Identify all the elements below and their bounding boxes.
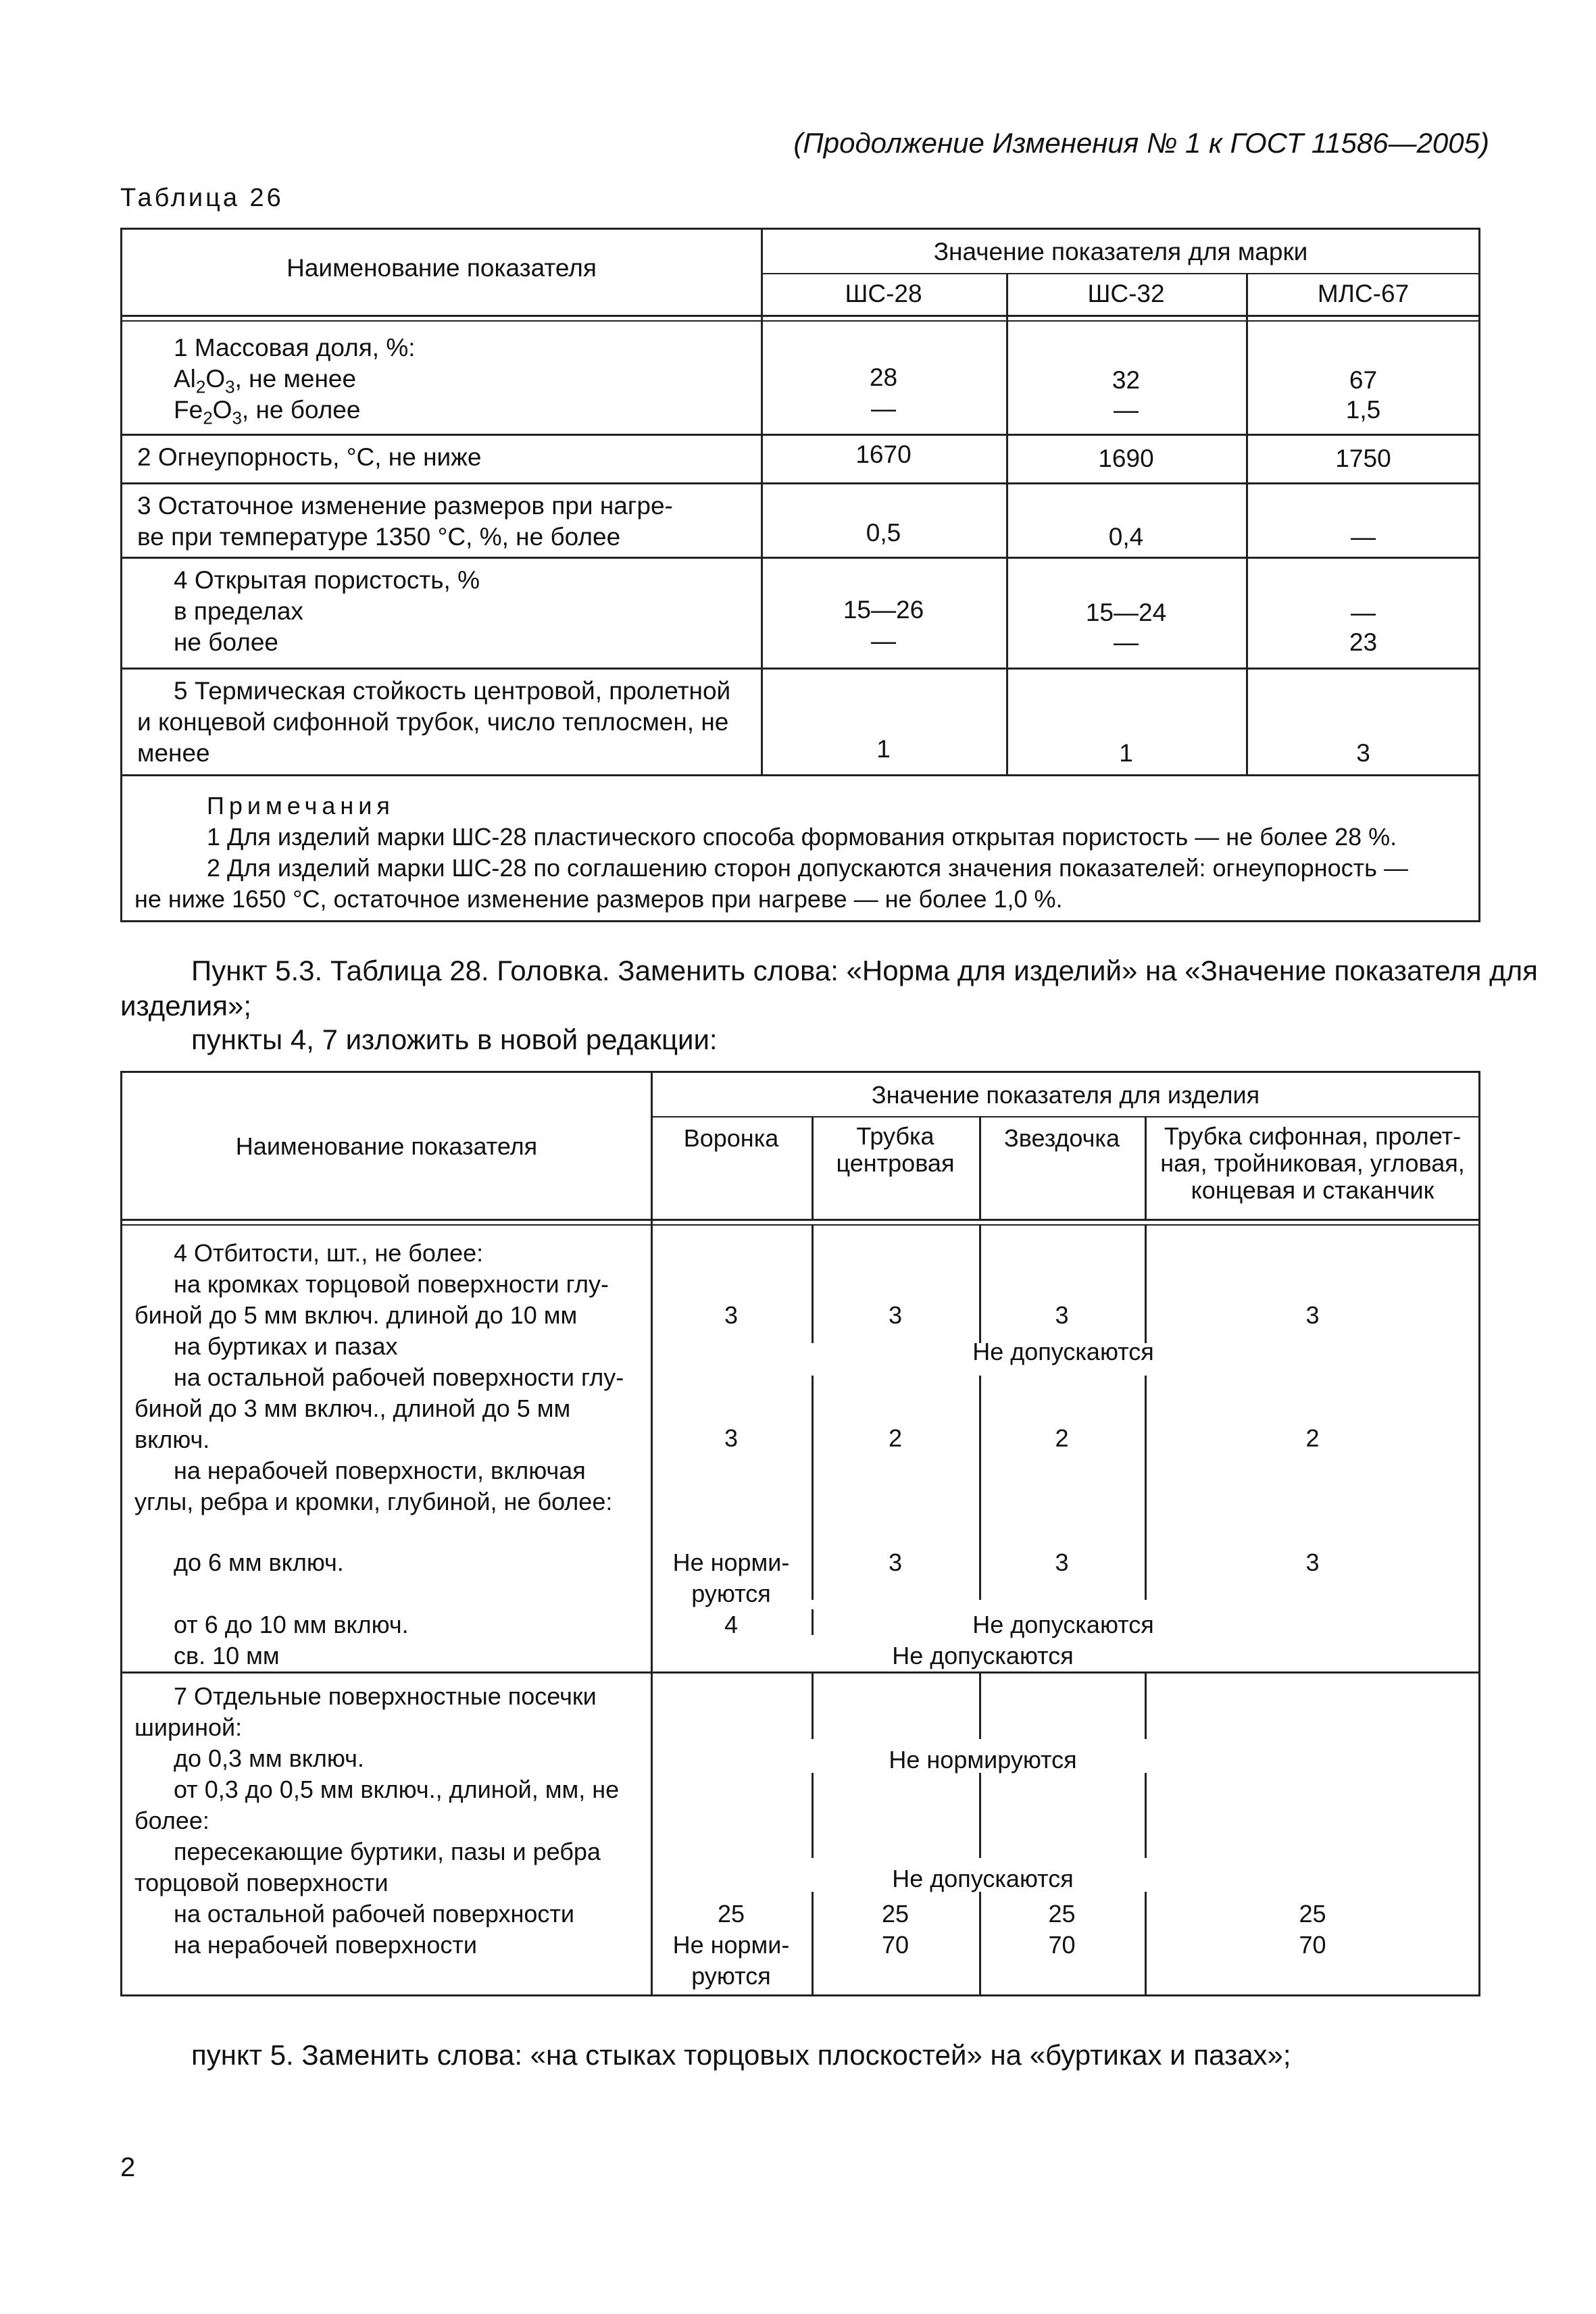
r7-line3: до 0,3 мм включ. bbox=[174, 1744, 364, 1772]
header-grade-group: Значение показателя для марки bbox=[933, 238, 1308, 266]
header-indicator-name: Наименование показателя bbox=[286, 254, 597, 282]
row2-v2: 1690 bbox=[1098, 445, 1154, 472]
r7-line1: 7 Отдельные поверхностные посечки bbox=[174, 1682, 597, 1710]
r4-line2: на кромках торцовой поверхности глу- bbox=[174, 1270, 609, 1298]
header-product-3: Звездочка bbox=[1004, 1124, 1120, 1152]
r4-rest-v2: 2 bbox=[888, 1424, 903, 1452]
header-indicator-name-28: Наименование показателя bbox=[235, 1132, 538, 1160]
row3-line1: 3 Остаточное изменение размеров при нагре- bbox=[137, 492, 673, 520]
row4-v3b: 23 bbox=[1349, 628, 1378, 656]
r4-line9: углы, ребра и кромки, глубиной, не более: bbox=[134, 1488, 613, 1515]
r4-edges-v2: 3 bbox=[888, 1301, 903, 1329]
row5-v3: 3 bbox=[1356, 739, 1370, 767]
r4-6mm-v2: 3 bbox=[888, 1549, 903, 1576]
notes-title: Примечания bbox=[207, 792, 395, 820]
r7-line2: шириной: bbox=[134, 1713, 243, 1741]
para-line1: Пункт 5.3. Таблица 28. Головка. Заменить слова: «Норма для изделий» на «Значение показателя для bbox=[191, 955, 1538, 986]
note-2-cont: не ниже 1650 °С, остаточное изменение размеров при нагреве — не более 1,0 %. bbox=[134, 885, 1063, 913]
r7-rest-v4: 25 bbox=[1299, 1900, 1326, 1928]
r7-rest-v2: 25 bbox=[881, 1900, 909, 1928]
r4-line3: биной до 5 мм включ. длиной до 10 мм bbox=[134, 1301, 578, 1329]
header-product-2: Трубка центровая bbox=[836, 1122, 955, 1177]
row3-v3: — bbox=[1351, 523, 1376, 551]
row1-v3a: 67 bbox=[1349, 366, 1378, 394]
r4-line1: 4 Отбитости, шт., не более: bbox=[174, 1239, 484, 1267]
r4-line10: до 6 мм включ. bbox=[174, 1549, 344, 1576]
r4-10mm-rest: Не допускаются bbox=[972, 1611, 1154, 1638]
row3-v1: 0,5 bbox=[866, 519, 901, 547]
row1-v1b: — bbox=[871, 395, 896, 422]
row4-v1a: 15—26 bbox=[843, 596, 924, 624]
r4-edges-v4: 3 bbox=[1305, 1301, 1320, 1329]
row1-al2o3: $Al_2O_3$, не менее bbox=[174, 365, 357, 397]
row1-v3b: 1,5 bbox=[1345, 396, 1381, 424]
header-product-group: Значение показателя для изделия bbox=[871, 1081, 1260, 1109]
r7-line6: пересекающие буртики, пазы и ребра bbox=[174, 1838, 601, 1865]
r4-line6: биной до 3 мм включ., длиной до 5 мм bbox=[134, 1394, 571, 1422]
r7-line8: на остальной рабочей поверхности bbox=[174, 1900, 574, 1928]
row5-v2: 1 bbox=[1119, 739, 1133, 767]
r4-edges-v1: 3 bbox=[724, 1301, 739, 1329]
row4-line1: 4 Открытая пористость, % bbox=[174, 566, 480, 594]
r7-line7: торцовой поверхности bbox=[134, 1869, 389, 1896]
row3-line2: ве при температуре 1350 °С, %, не более bbox=[137, 523, 621, 551]
header-product-4: Трубка сифонная, пролет- ная, тройниковая, угловая, концевая и стаканчик bbox=[1160, 1122, 1465, 1204]
footer-paragraph: пункт 5. Заменить слова: «на стыках торцовых плоскостей» на «буртиках и пазах»; bbox=[191, 2039, 1291, 2071]
row5-line1: 5 Термическая стойкость центровой, пролетной bbox=[174, 677, 731, 705]
row4-v2a: 15—24 bbox=[1085, 599, 1167, 626]
continuation-header: (Продолжение Изменения № 1 к ГОСТ 11586—2005) bbox=[793, 127, 1489, 159]
row1-fe2o3: $Fe_2O_3$, не более bbox=[174, 396, 361, 428]
table-26-label: Таблица 26 bbox=[120, 184, 284, 212]
r7-line4: от 0,3 до 0,5 мм включ., длиной, мм, не bbox=[174, 1776, 620, 1803]
r4-rest-v1: 3 bbox=[724, 1424, 739, 1452]
note-1: 1 Для изделий марки ШС-28 пластического способа формования открытая пористость — не более 28 %. bbox=[207, 823, 1397, 851]
note-2: 2 Для изделий марки ШС-28 по соглашению сторон допускаются значения показателей: огнеупорность — bbox=[207, 854, 1408, 882]
header-product-1: Воронка bbox=[683, 1124, 779, 1152]
r7-line9: на нерабочей поверхности bbox=[174, 1931, 477, 1959]
r7-cross-value: Не допускаются bbox=[892, 1865, 1074, 1892]
table-26 bbox=[120, 228, 1480, 922]
row2-v1: 1670 bbox=[855, 441, 912, 468]
r4-6mm-v3: 3 bbox=[1055, 1549, 1069, 1576]
header-grade-2: ШС-32 bbox=[1087, 280, 1165, 307]
r7-line5: более: bbox=[134, 1807, 209, 1834]
row5-line2: и концевой сифонной трубок, число теплосмен, не bbox=[137, 708, 729, 736]
r4-6mm-v1a: Не норми- bbox=[672, 1549, 790, 1576]
row1-v2b: — bbox=[1114, 396, 1139, 424]
r4-line5: на остальной рабочей поверхности глу- bbox=[174, 1363, 624, 1391]
r7-rest-v1: 25 bbox=[717, 1900, 745, 1928]
row3-v2: 0,4 bbox=[1108, 523, 1144, 551]
r4-burt-value: Не допускаются bbox=[972, 1338, 1154, 1365]
r7-nonwork-v1b: руются bbox=[691, 1962, 771, 1990]
table-28 bbox=[120, 1071, 1480, 1996]
r4-10mm-v1: 4 bbox=[724, 1611, 739, 1638]
row5-line3: менее bbox=[137, 739, 210, 767]
r4-line12: св. 10 мм bbox=[174, 1642, 280, 1669]
row1-v2a: 32 bbox=[1112, 366, 1141, 394]
para-line2: изделия»; bbox=[120, 990, 252, 1022]
row1-title: 1 Массовая доля, %: bbox=[174, 334, 416, 361]
r4-line7: включ. bbox=[134, 1426, 210, 1453]
r4-rest-v4: 2 bbox=[1305, 1424, 1320, 1452]
r4-edges-v3: 3 bbox=[1055, 1301, 1069, 1329]
r4-sv10-value: Не допускаются bbox=[892, 1642, 1074, 1669]
r4-6mm-v4: 3 bbox=[1305, 1549, 1320, 1576]
row5-v1: 1 bbox=[876, 735, 891, 763]
row4-v3a: — bbox=[1351, 599, 1376, 626]
r7-nonwork-v1a: Не норми- bbox=[672, 1931, 790, 1959]
header-grade-3: МЛС-67 bbox=[1317, 280, 1410, 307]
header-grade-1: ШС-28 bbox=[845, 280, 922, 307]
page-number: 2 bbox=[120, 2153, 136, 2182]
row1-v1a: 28 bbox=[869, 363, 898, 391]
r4-6mm-v1b: руются bbox=[691, 1580, 771, 1607]
row2-v3: 1750 bbox=[1335, 445, 1391, 472]
r7-nonwork-v3: 70 bbox=[1048, 1931, 1076, 1959]
row4-v1b: — bbox=[871, 627, 896, 655]
r7-03mm-value: Не нормируются bbox=[889, 1746, 1077, 1774]
r7-nonwork-v2: 70 bbox=[881, 1931, 909, 1959]
para-line3: пункты 4, 7 изложить в новой редакции: bbox=[191, 1024, 718, 1055]
r4-rest-v3: 2 bbox=[1055, 1424, 1069, 1452]
r7-rest-v3: 25 bbox=[1048, 1900, 1076, 1928]
row4-line3: не более bbox=[174, 628, 278, 656]
r7-nonwork-v4: 70 bbox=[1299, 1931, 1326, 1959]
row4-line2: в пределах bbox=[174, 597, 303, 625]
r4-line11: от 6 до 10 мм включ. bbox=[174, 1611, 409, 1638]
r4-line8: на нерабочей поверхности, включая bbox=[174, 1457, 586, 1484]
r4-line4: на буртиках и пазах bbox=[174, 1332, 398, 1360]
row4-v2b: — bbox=[1114, 628, 1139, 656]
row2-title: 2 Огнеупорность, °С, не ниже bbox=[137, 443, 482, 471]
